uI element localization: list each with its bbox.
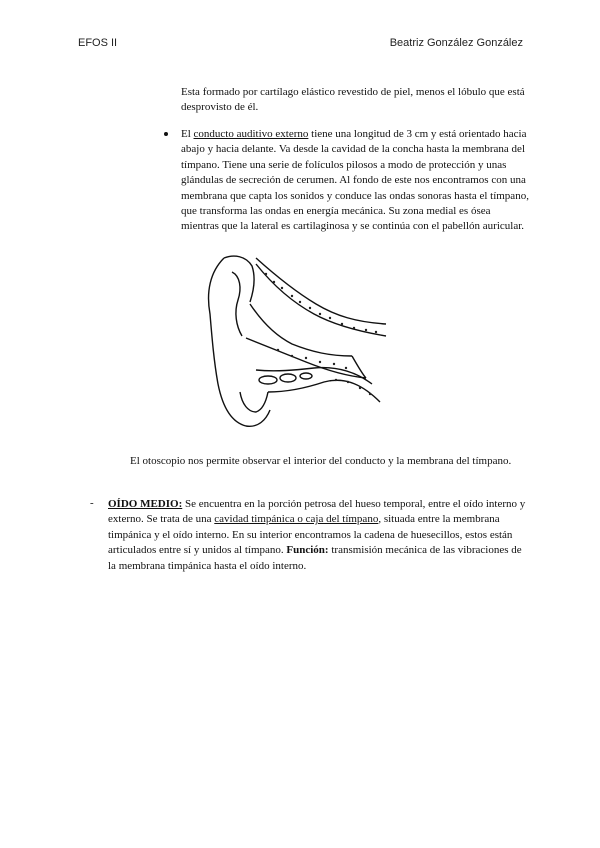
ear-canal-illustration-icon — [196, 252, 396, 432]
middle-ear-paragraph — [108, 497, 530, 574]
intro-paragraph: Esta formado por cartílago elástico revestido de piel, menos el lóbulo que está desprovisto de él. — [181, 86, 525, 114]
bullet-icon — [164, 132, 168, 136]
ear-canal-term: conducto auditivo externo — [193, 128, 309, 140]
header-author: Beatriz González González — [389, 37, 523, 49]
middle-ear-text-2: , situada entre la membrana timpánica y el oído interno. En su interior encontramos la cadena de huesecillos, estos están articulados entre sí y unidos al tímpano. — [108, 513, 513, 557]
middle-ear-text-1: Se encuentra en la porción petrosa del hueso temporal, entre el oído interno y externo. Se trata de una — [108, 498, 526, 526]
list-dash: - — [90, 497, 94, 509]
tympanic-cavity-term: cavidad timpánica o caja del tímpano — [214, 513, 379, 526]
otoscope-paragraph: El otoscopio nos permite observar el interior del conducto y la membrana del tímpano. — [130, 455, 512, 467]
ear-canal-paragraph — [181, 127, 529, 235]
bullet-prefix: El — [181, 128, 194, 140]
function-label: Función: — [286, 544, 329, 557]
middle-ear-title: OÍDO MEDIO: — [108, 498, 183, 510]
ear-canal-text: tiene una longitud de 3 cm y está orientado hacia abajo y hacia delante. Va desde la cavidad de la concha hasta la membrana del tímpano. Tiene una serie de folículos pilosos a modo de protección y unas glándulas de secreción de cerumen. Al fondo de este nos encontramos con una membrana que capta los sonidos y conduce las ondas sonoras hasta el tímpano, que transforma las ondas en energía mecánica. Su zona medial es ósea mientras que la lateral es cartilaginosa y se continúa con el pabellón auricular. — [181, 128, 529, 233]
header-course: EFOS II — [78, 37, 118, 49]
function-text: transmisión mecánica de las vibraciones de la membrana timpánica hasta el oído interno. — [108, 544, 522, 572]
